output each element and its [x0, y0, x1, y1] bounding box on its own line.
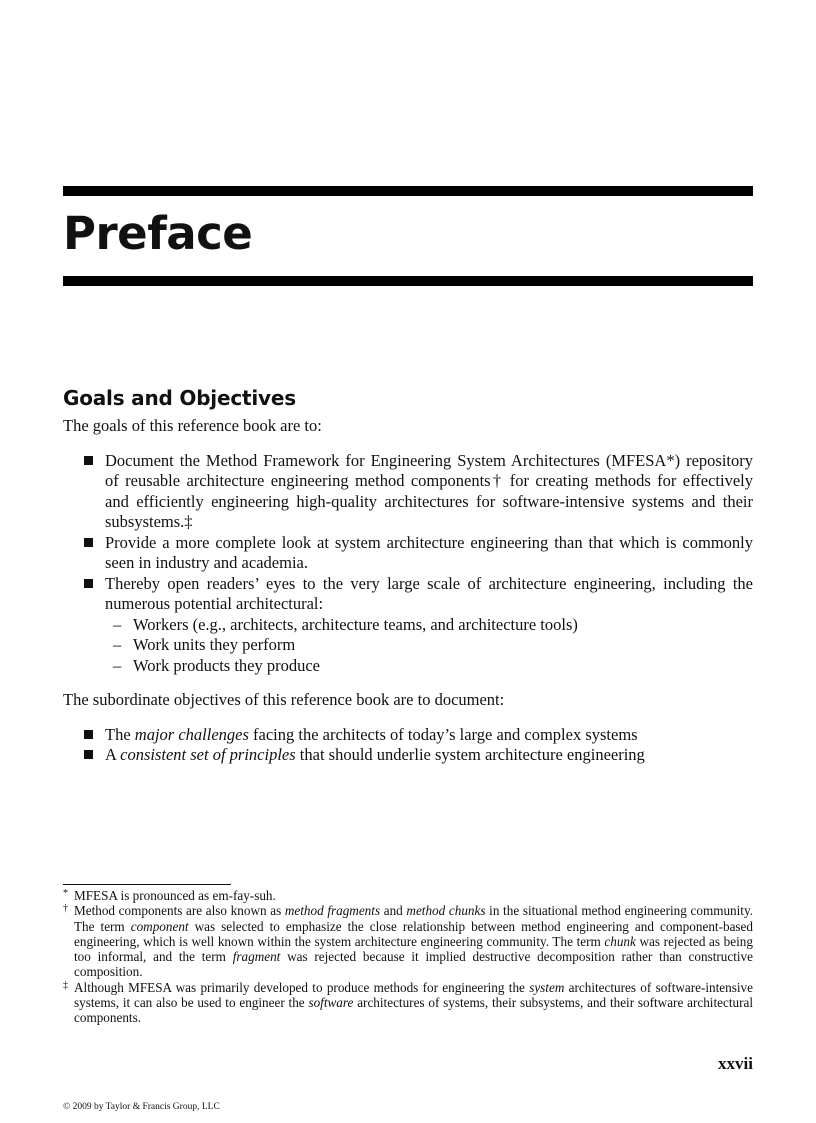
square-bullet-icon [84, 456, 93, 465]
footnote-emphasis: fragment [232, 949, 281, 965]
objective-emphasis: consistent set of principles [120, 745, 296, 764]
goals-list [63, 451, 753, 677]
footnote-emphasis: method chunks [406, 903, 486, 919]
sub-item [113, 614, 753, 636]
dash-bullet-icon: – [113, 614, 122, 634]
sub-item [113, 655, 753, 677]
square-bullet-icon [84, 730, 93, 739]
objective-item [105, 745, 753, 766]
footnote-2 [63, 903, 753, 979]
footnote-text: architectures of software-intensive systems, it can also be used to engineer the [74, 979, 753, 1011]
dash-bullet-icon: – [113, 655, 122, 675]
square-bullet-icon [84, 538, 93, 547]
section-goals-and-objectives [63, 384, 753, 766]
goal-item [105, 451, 753, 533]
footnote-text: was rejected because it implied destructive decomposition rather than constructive composition. [74, 949, 753, 980]
chapter-rule-bottom [63, 276, 753, 286]
square-bullet-icon [84, 750, 93, 759]
footnote-text: and [380, 903, 407, 919]
footnote-text: Although MFESA was primarily developed to produce methods for engineering the [74, 979, 530, 995]
footnote-emphasis: system [529, 979, 565, 995]
footnote-text: Method components are also known as [74, 903, 285, 919]
goal-text: Thereby open readers’ eyes to the very large scale of architecture engineering, including the numerous potential architectural: [105, 573, 753, 613]
goal-item [105, 533, 753, 574]
copyright-notice: © 2009 by Taylor & Francis Group, LLC [63, 1102, 220, 1112]
objectives-list [63, 725, 753, 766]
goal-item [105, 574, 753, 677]
page-number: xxvii [718, 1054, 753, 1073]
footnote-mark: * [63, 888, 68, 899]
sub-item-text: Work products they produce [133, 655, 320, 675]
footnote-text: architectures of systems, their subsystems, and their software architectural components. [74, 995, 753, 1026]
footnote-3 [63, 980, 753, 1026]
section-heading: Goals and Objectives [63, 386, 296, 410]
footnote-mark: ‡ [63, 979, 68, 991]
sub-item-text: Workers (e.g., architects, architecture teams, and architecture tools) [133, 614, 578, 634]
footnote-text: MFESA is pronounced as em-fay-suh. [74, 888, 276, 903]
chapter-title: Preface [63, 207, 253, 260]
footnote-mark: † [63, 903, 68, 915]
objective-text-post: that should underlie system architecture engineering [295, 745, 645, 764]
footnote-text: was rejected as being too informal, and the term [74, 933, 753, 965]
footnote-text: in the situational method engineering community. The term [74, 903, 754, 934]
objectives-intro: The subordinate objectives of this reference book are to document: [63, 690, 505, 709]
goal-text: Provide a more complete look at system architecture engineering than that which is commonly seen in industry and academia. [105, 532, 753, 572]
objective-text-pre: The [105, 724, 135, 744]
sub-item [113, 635, 753, 656]
objective-text-pre: A [105, 745, 121, 764]
architectural-subitems-list [105, 615, 753, 677]
footnote-separator [63, 884, 231, 885]
objective-emphasis: major challenges [134, 724, 249, 744]
objective-text-post: facing the architects of today’s large and complex systems [248, 724, 638, 744]
footnote-emphasis: component [130, 918, 189, 934]
footnotes [63, 888, 753, 1026]
sub-item-text: Work units they perform [133, 635, 296, 654]
footnote-emphasis: method fragments [284, 903, 381, 919]
square-bullet-icon [84, 579, 93, 588]
chapter-rule-top [63, 186, 753, 196]
footnote-emphasis: software [308, 995, 354, 1011]
dash-bullet-icon: – [113, 635, 122, 654]
footnote-text: was selected to emphasize the close relationship between method engineering and component-based engineering, which is well known within the system architecture engineering community. The term [74, 918, 753, 949]
footnote-1 [63, 888, 753, 903]
goal-text: Document the Method Framework for Engineering System Architectures (MFESA*) repository of reusable architecture engineering method components† for creating methods for effectively and efficiently engineering high-quality architectures for software-intensive systems and their subsystems.‡ [105, 450, 753, 531]
footnote-emphasis: chunk [604, 933, 636, 949]
goals-intro: The goals of this reference book are to: [63, 416, 322, 435]
objective-item [105, 725, 753, 746]
